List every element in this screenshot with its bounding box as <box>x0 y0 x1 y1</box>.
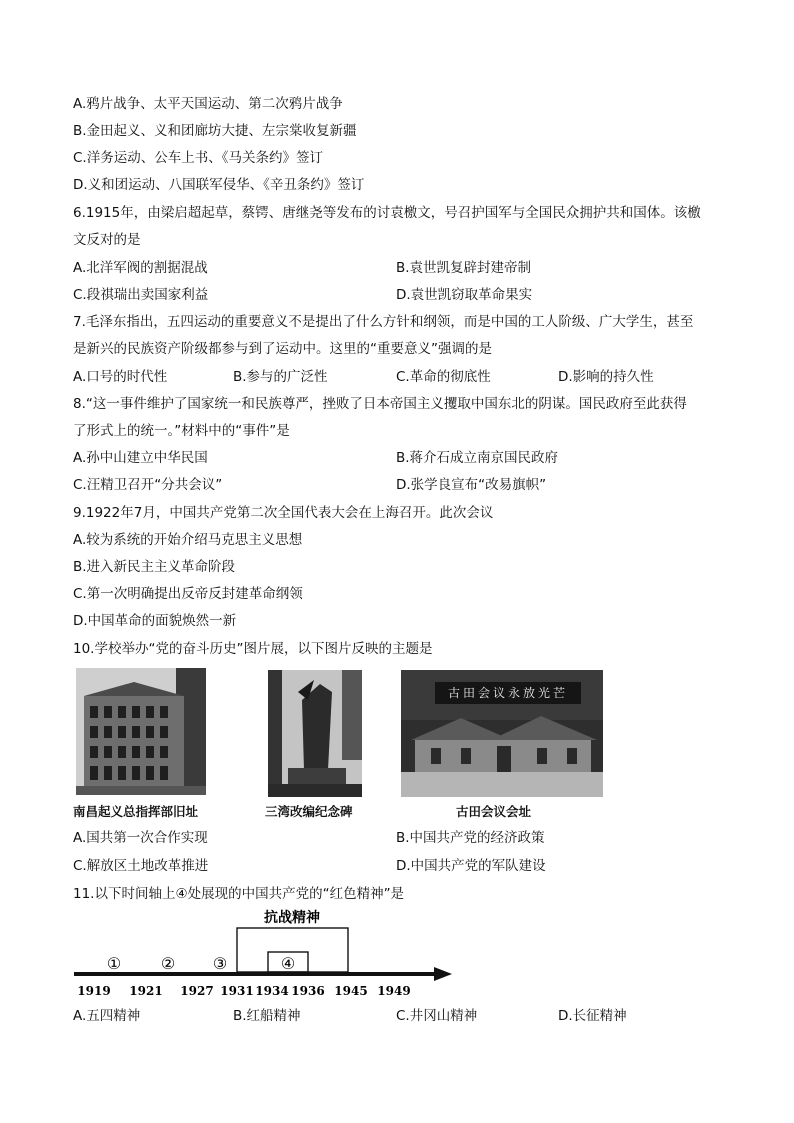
q7-stem-line1: 7.毛泽东指出，五四运动的重要意义不是提出了什么方针和纲领，而是中国的工人阶级、广大学生，甚至 <box>73 314 694 330</box>
q6-option-a: A.北洋军阀的割据混战 <box>73 260 208 276</box>
year-1945: 1945 <box>334 984 368 998</box>
q6-option-d: D.袁世凯窃取革命果实 <box>396 287 533 303</box>
nanchang-building-photo <box>76 668 206 795</box>
q11-option-d: D.长征精神 <box>558 1008 627 1024</box>
q6-option-c: C.段祺瑞出卖国家利益 <box>73 287 209 303</box>
q9-option-b: B.进入新民主主义革命阶段 <box>73 559 236 575</box>
q10-option-c: C.解放区土地改革推进 <box>73 858 209 874</box>
q8-option-c: C.汪精卫召开“分共会议” <box>73 477 223 493</box>
q11-option-c: C.井冈山精神 <box>396 1008 478 1024</box>
q5-option-b: B.金田起义、义和团廊坊大捷、左宗棠收复新疆 <box>73 123 357 139</box>
marker-1: ① <box>106 954 122 973</box>
q5-option-c: C.洋务运动、公车上书、《马关条约》签订 <box>73 150 323 166</box>
caption-gutian: 古田会议会址 <box>456 804 532 819</box>
year-1919: 1919 <box>77 984 111 998</box>
timeline-title: 抗战精神 <box>264 910 320 926</box>
q7-option-c: C.革命的彻底性 <box>396 369 491 385</box>
year-1927: 1927 <box>180 984 214 998</box>
q6-option-b: B.袁世凯复辟封建帝制 <box>396 260 532 276</box>
q8-option-b: B.蒋介石成立南京国民政府 <box>396 450 559 466</box>
caption-nanchang: 南昌起义总指挥部旧址 <box>73 804 199 819</box>
q9-stem: 9.1922年7月，中国共产党第二次全国代表大会在上海召开。此次会议 <box>73 505 494 521</box>
q6-stem-line2: 文反对的是 <box>73 232 141 248</box>
timeline-diagram <box>70 906 460 1002</box>
gutian-sign: 古田会议永放光芒 <box>447 686 568 700</box>
year-1934: 1934 <box>255 984 289 998</box>
q7-stem-line2: 是新兴的民族资产阶级都参与到了运动中。这里的“重要意义”强调的是 <box>73 341 492 357</box>
q5-option-a: A.鸦片战争、太平天国运动、第二次鸦片战争 <box>73 96 343 112</box>
marker-2: ② <box>160 954 176 973</box>
q9-option-a: A.较为系统的开始介绍马克思主义思想 <box>73 532 303 548</box>
timeline-arrowhead <box>434 967 452 981</box>
q8-option-d: D.张学良宣布“改易旗帜” <box>396 477 547 493</box>
q7-option-a: A.口号的时代性 <box>73 369 168 385</box>
q11-option-a: A.五四精神 <box>73 1008 141 1024</box>
year-1949: 1949 <box>377 984 411 998</box>
caption-sanwan: 三湾改编纪念碑 <box>265 804 353 819</box>
q7-option-d: D.影响的持久性 <box>558 369 654 385</box>
q6-stem-line1: 6.1915年，由梁启超起草，蔡锷、唐继尧等发布的讨袁檄文，号召护国军与全国民众拥护共和国体。该檄 <box>73 205 701 221</box>
q10-option-a: A.国共第一次合作实现 <box>73 830 208 846</box>
q8-stem-line2: 了形式上的统一。”材料中的“事件”是 <box>73 423 290 439</box>
q10-option-d: D.中国共产党的军队建设 <box>396 858 546 874</box>
q10-stem: 10.学校举办“党的奋斗历史”图片展，以下图片反映的主题是 <box>73 641 433 657</box>
year-1931: 1931 <box>220 984 254 998</box>
q10-option-b: B.中国共产党的经济政策 <box>396 830 545 846</box>
gutian-site-photo <box>401 670 603 797</box>
marker-4: ④ <box>280 954 296 973</box>
q8-stem-line1: 8.“这一事件维护了国家统一和民族尊严，挫败了日本帝国主义攫取中国东北的阴谋。国民政府至此获得 <box>73 396 687 412</box>
q5-option-d: D.义和团运动、八国联军侵华、《辛丑条约》签订 <box>73 177 365 193</box>
q9-option-d: D.中国革命的面貌焕然一新 <box>73 613 237 629</box>
q9-option-c: C.第一次明确提出反帝反封建革命纲领 <box>73 586 303 602</box>
q11-stem: 11.以下时间轴上④处展现的中国共产党的“红色精神”是 <box>73 886 405 902</box>
year-1936: 1936 <box>291 984 325 998</box>
q8-option-a: A.孙中山建立中华民国 <box>73 450 208 466</box>
sanwan-monument-photo <box>268 670 362 797</box>
marker-3: ③ <box>212 954 228 973</box>
q11-option-b: B.红船精神 <box>233 1008 301 1024</box>
q7-option-b: B.参与的广泛性 <box>233 369 328 385</box>
year-1921: 1921 <box>129 984 163 998</box>
